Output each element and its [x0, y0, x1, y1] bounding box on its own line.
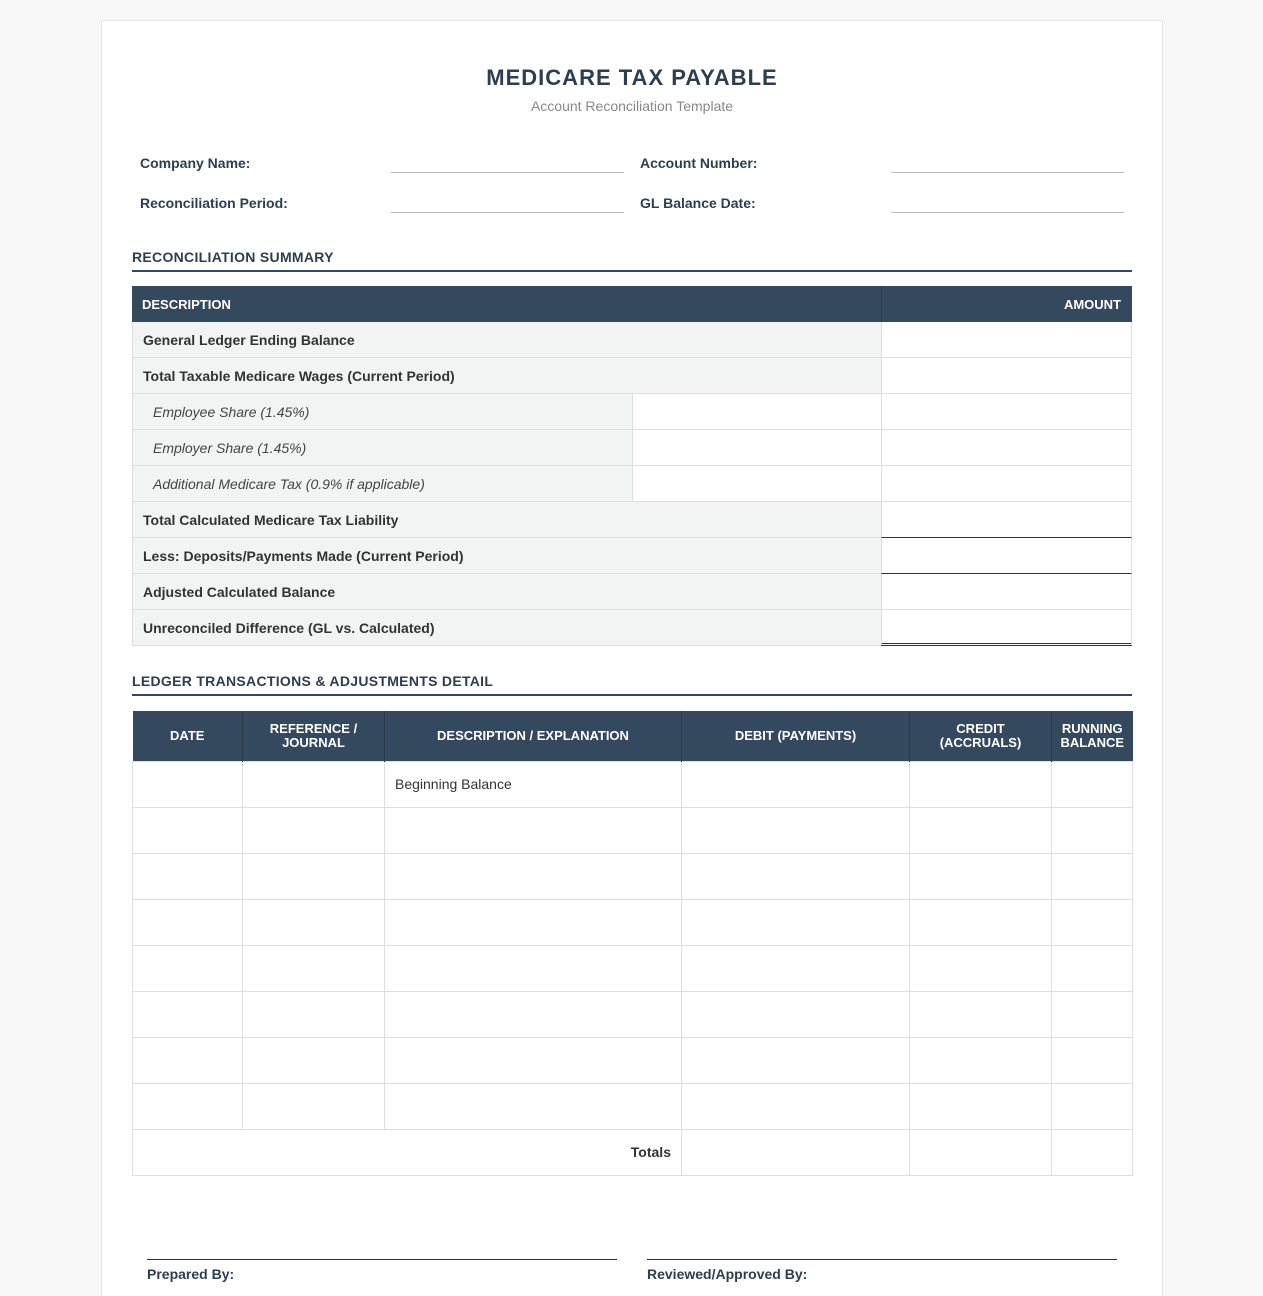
amount-cell[interactable]	[881, 394, 1132, 430]
col-description: DESCRIPTION / EXPLANATION	[385, 711, 682, 761]
subtotal-cell[interactable]	[632, 430, 882, 466]
amount-cell[interactable]	[881, 466, 1132, 502]
debit-total-cell[interactable]	[682, 1129, 910, 1175]
reconciliation-summary-heading: RECONCILIATION SUMMARY	[132, 249, 1132, 272]
credit-cell[interactable]	[910, 991, 1052, 1037]
debit-cell[interactable]	[682, 807, 910, 853]
subtotal-cell[interactable]	[632, 466, 882, 502]
col-credit: CREDIT (ACCRUALS)	[910, 711, 1052, 761]
totals-row	[133, 1129, 1133, 1175]
table-row	[133, 945, 1133, 991]
credit-total-cell[interactable]	[910, 1129, 1052, 1175]
page-subtitle: Account Reconciliation Template	[530, 98, 734, 114]
description-cell[interactable]: Beginning Balance	[385, 761, 682, 807]
date-cell[interactable]	[133, 945, 243, 991]
col-running-balance: RUNNING BALANCE	[1052, 711, 1133, 761]
amount-cell[interactable]	[881, 358, 1132, 394]
summary-row-unreconciled-difference	[132, 610, 1132, 646]
summary-row-employer-share	[132, 430, 1132, 466]
balance-total-cell[interactable]	[1052, 1129, 1133, 1175]
description-cell[interactable]	[385, 853, 682, 899]
description-cell[interactable]	[385, 899, 682, 945]
balance-cell[interactable]	[1052, 853, 1133, 899]
summary-row-label: Total Taxable Medicare Wages (Current Period)	[132, 358, 882, 394]
reference-cell[interactable]	[243, 1083, 385, 1129]
debit-cell[interactable]	[682, 761, 910, 807]
summary-row-label: Employer Share (1.45%)	[132, 430, 632, 466]
summary-row-taxable-wages	[132, 358, 1132, 394]
summary-row-deposits	[132, 538, 1132, 574]
debit-cell[interactable]	[682, 945, 910, 991]
date-cell[interactable]	[133, 807, 243, 853]
account-number-field[interactable]	[891, 172, 1124, 173]
date-cell[interactable]	[133, 853, 243, 899]
reconciliation-period-field[interactable]	[391, 212, 624, 213]
col-reference-journal: REFERENCE / JOURNAL	[243, 711, 385, 761]
credit-cell[interactable]	[910, 945, 1052, 991]
description-cell[interactable]	[385, 1037, 682, 1083]
summary-header-row	[132, 286, 1132, 322]
reference-cell[interactable]	[243, 761, 385, 807]
credit-cell[interactable]	[910, 807, 1052, 853]
summary-row-total-liability	[132, 502, 1132, 538]
summary-row-label: Unreconciled Difference (GL vs. Calculated)	[132, 610, 882, 646]
balance-cell[interactable]	[1052, 991, 1133, 1037]
subtotal-cell[interactable]	[632, 394, 882, 430]
summary-row-label: Additional Medicare Tax (0.9% if applicable)	[132, 466, 632, 502]
date-cell[interactable]	[133, 1037, 243, 1083]
summary-col-description: DESCRIPTION	[142, 297, 231, 312]
balance-cell[interactable]	[1052, 899, 1133, 945]
page-title: MEDICARE TAX PAYABLE	[486, 65, 778, 90]
date-cell[interactable]	[133, 991, 243, 1037]
reference-cell[interactable]	[243, 1037, 385, 1083]
summary-row-label: General Ledger Ending Balance	[132, 322, 882, 358]
document-page	[101, 20, 1163, 1296]
summary-row-label: Adjusted Calculated Balance	[132, 574, 882, 610]
credit-cell[interactable]	[910, 1083, 1052, 1129]
reference-cell[interactable]	[243, 807, 385, 853]
table-row	[133, 1083, 1133, 1129]
prepared-by-label: Prepared By:	[147, 1266, 235, 1282]
ledger-table	[132, 711, 1133, 1176]
balance-cell[interactable]	[1052, 807, 1133, 853]
company-name-field[interactable]	[391, 172, 624, 173]
summary-row-additional-medicare	[132, 466, 1132, 502]
debit-cell[interactable]	[682, 1037, 910, 1083]
date-cell[interactable]	[133, 1083, 243, 1129]
reconciliation-period-label: Reconciliation Period:	[140, 195, 288, 211]
debit-cell[interactable]	[682, 899, 910, 945]
table-row	[133, 991, 1133, 1037]
ledger-detail-heading: LEDGER TRANSACTIONS & ADJUSTMENTS DETAIL	[132, 673, 1132, 696]
account-number-label: Account Number:	[640, 155, 758, 171]
table-row	[133, 853, 1133, 899]
col-date: DATE	[133, 711, 243, 761]
debit-cell[interactable]	[682, 1083, 910, 1129]
table-row	[133, 807, 1133, 853]
debit-cell[interactable]	[682, 991, 910, 1037]
date-cell[interactable]	[133, 899, 243, 945]
credit-cell[interactable]	[910, 899, 1052, 945]
credit-cell[interactable]	[910, 853, 1052, 899]
col-debit: DEBIT (PAYMENTS)	[682, 711, 910, 761]
description-cell[interactable]	[385, 945, 682, 991]
ledger-header-row	[133, 711, 1133, 761]
amount-cell[interactable]	[881, 502, 1132, 538]
description-cell[interactable]	[385, 991, 682, 1037]
summary-col-amount: AMOUNT	[1063, 297, 1121, 312]
balance-cell[interactable]	[1052, 1083, 1133, 1129]
credit-cell[interactable]	[910, 761, 1052, 807]
reference-cell[interactable]	[243, 991, 385, 1037]
reviewed-by-signature-line[interactable]	[647, 1259, 1117, 1260]
amount-cell[interactable]	[881, 322, 1132, 358]
amount-cell[interactable]	[881, 610, 1132, 646]
table-row	[133, 761, 1133, 807]
debit-cell[interactable]	[682, 853, 910, 899]
reference-cell[interactable]	[243, 899, 385, 945]
reviewed-by-label: Reviewed/Approved By:	[647, 1266, 808, 1282]
table-row	[133, 1037, 1133, 1083]
amount-cell[interactable]	[881, 538, 1132, 574]
balance-cell[interactable]	[1052, 945, 1133, 991]
summary-row-label: Less: Deposits/Payments Made (Current Period)	[132, 538, 882, 574]
summary-row-gl-ending-balance	[132, 322, 1132, 358]
date-cell[interactable]	[133, 761, 243, 807]
totals-label: Totals	[133, 1129, 682, 1175]
summary-row-adjusted-balance	[132, 574, 1132, 610]
reconciliation-summary-table	[132, 286, 1132, 646]
summary-row-label: Total Calculated Medicare Tax Liability	[132, 502, 882, 538]
amount-cell[interactable]	[881, 430, 1132, 466]
balance-cell[interactable]	[1052, 761, 1133, 807]
gl-balance-date-field[interactable]	[891, 212, 1124, 213]
gl-balance-date-label: GL Balance Date:	[640, 195, 756, 211]
summary-row-label: Employee Share (1.45%)	[132, 394, 632, 430]
company-name-label: Company Name:	[140, 155, 251, 171]
table-row	[133, 899, 1133, 945]
credit-cell[interactable]	[910, 1037, 1052, 1083]
amount-cell[interactable]	[881, 574, 1132, 610]
reference-cell[interactable]	[243, 945, 385, 991]
reference-cell[interactable]	[243, 853, 385, 899]
description-cell[interactable]	[385, 807, 682, 853]
prepared-by-signature-line[interactable]	[147, 1259, 617, 1260]
balance-cell[interactable]	[1052, 1037, 1133, 1083]
summary-row-employee-share	[132, 394, 1132, 430]
description-cell[interactable]	[385, 1083, 682, 1129]
